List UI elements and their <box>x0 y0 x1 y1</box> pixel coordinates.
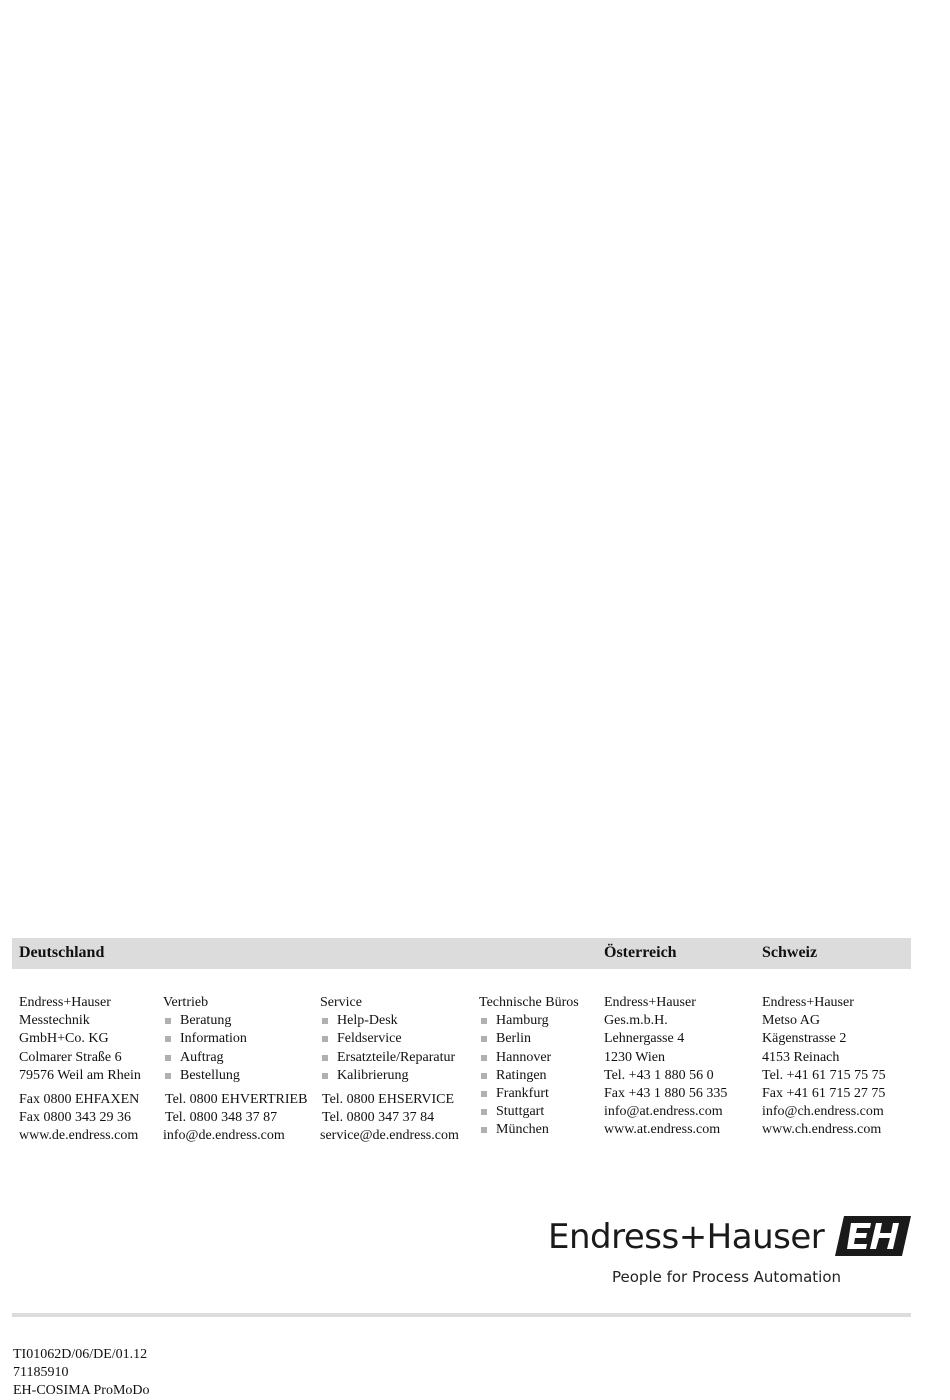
bullet-square-icon <box>481 1091 487 1097</box>
vertrieb-email-link[interactable]: info@de.endress.com <box>163 1128 285 1144</box>
office-city: Berlin <box>496 1031 531 1047</box>
bullet-square-icon <box>481 1073 487 1079</box>
list-item <box>479 1121 579 1139</box>
list-item <box>479 1049 579 1067</box>
list-item <box>479 1012 579 1030</box>
service-item: Ersatzteile/Reparatur <box>337 1049 456 1065</box>
company-logo <box>548 1212 913 1292</box>
switzerland-line: Metso AG <box>762 1013 820 1029</box>
vertrieb-item: Auftrag <box>180 1049 224 1065</box>
bullet-square-icon <box>165 1055 171 1061</box>
list-item <box>479 1103 579 1121</box>
list-item <box>320 1067 459 1085</box>
austria-email-link[interactable]: info@at.endress.com <box>604 1104 723 1120</box>
list-item <box>479 1085 579 1103</box>
de-fax-name: Fax 0800 EHFAXEN <box>19 1091 140 1107</box>
de-company-line: GmbH+Co. KG <box>19 1031 109 1047</box>
bullet-square-icon <box>481 1127 487 1133</box>
technische-bueros-title: Technische Büros <box>479 995 579 1010</box>
bullet-square-icon <box>165 1018 171 1024</box>
switzerland-fax: Fax +41 61 715 27 75 <box>762 1085 886 1101</box>
list-item <box>163 1049 307 1067</box>
vertrieb-title: Vertrieb <box>163 995 209 1010</box>
austria-line: 1230 Wien <box>604 1049 666 1065</box>
eh-logo-mark-icon <box>834 1214 912 1258</box>
de-company-column <box>19 994 141 1146</box>
doc-system: EH-COSIMA ProMoDo <box>13 1383 150 1398</box>
list-item <box>479 1030 579 1048</box>
service-email-link[interactable]: service@de.endress.com <box>320 1128 459 1144</box>
list-item <box>320 1030 459 1048</box>
austria-fax: Fax +43 1 880 56 335 <box>604 1085 728 1101</box>
de-company-line: Colmarer Straße 6 <box>19 1049 122 1065</box>
vertrieb-tel-number: Tel. 0800 348 37 87 <box>165 1110 278 1126</box>
service-item: Feldservice <box>337 1031 402 1047</box>
de-website-link[interactable]: www.de.endress.com <box>19 1128 139 1144</box>
bullet-square-icon <box>481 1055 487 1061</box>
bullet-square-icon <box>322 1055 328 1061</box>
de-fax-number: Fax 0800 343 29 36 <box>19 1110 131 1126</box>
list-item <box>479 1067 579 1085</box>
bullet-square-icon <box>322 1036 328 1042</box>
list-item <box>320 1049 459 1067</box>
office-city: München <box>496 1122 549 1138</box>
tagline: People for Process Automation <box>612 1268 842 1286</box>
switzerland-tel: Tel. +41 61 715 75 75 <box>762 1067 886 1083</box>
de-company-line: Endress+Hauser <box>19 995 111 1010</box>
bullet-square-icon <box>165 1073 171 1079</box>
office-city: Frankfurt <box>496 1085 549 1101</box>
service-tel-number: Tel. 0800 347 37 84 <box>322 1110 435 1126</box>
switzerland-line: 4153 Reinach <box>762 1049 840 1065</box>
office-city: Stuttgart <box>496 1104 545 1120</box>
doc-number: 71185910 <box>13 1365 69 1380</box>
technische-bueros-column <box>479 994 579 1140</box>
bullet-square-icon <box>322 1018 328 1024</box>
service-column <box>320 994 459 1146</box>
list-item <box>163 1067 307 1085</box>
service-item: Help-Desk <box>337 1013 398 1029</box>
de-company-line: 79576 Weil am Rhein <box>19 1067 141 1083</box>
service-tel-name: Tel. 0800 EHSERVICE <box>322 1091 455 1107</box>
header-deutschland: Deutschland <box>19 944 105 961</box>
de-company-line: Messtechnik <box>19 1013 90 1029</box>
vertrieb-item: Beratung <box>180 1013 232 1029</box>
list-item <box>163 1030 307 1048</box>
service-title: Service <box>320 995 362 1010</box>
brand-name: Endress+Hauser <box>548 1217 825 1257</box>
service-item: Kalibrierung <box>337 1067 409 1083</box>
bullet-square-icon <box>481 1109 487 1115</box>
bullet-square-icon <box>165 1036 171 1042</box>
list-item <box>163 1012 307 1030</box>
austria-column <box>604 994 727 1140</box>
switzerland-column <box>762 994 886 1140</box>
vertrieb-item: Information <box>180 1031 247 1047</box>
bullet-square-icon <box>481 1018 487 1024</box>
switzerland-email-link[interactable]: info@ch.endress.com <box>762 1104 884 1120</box>
doc-code: TI01062D/06/DE/01.12 <box>13 1347 148 1362</box>
austria-line: Ges.m.b.H. <box>604 1013 668 1029</box>
office-city: Hamburg <box>496 1013 549 1029</box>
header-oesterreich: Österreich <box>604 944 677 961</box>
office-city: Hannover <box>496 1049 552 1065</box>
footer-divider <box>12 1313 911 1317</box>
vertrieb-column <box>163 994 307 1146</box>
vertrieb-item: Bestellung <box>180 1067 240 1083</box>
office-city: Ratingen <box>496 1067 547 1083</box>
list-item <box>320 1012 459 1030</box>
header-schweiz: Schweiz <box>762 944 818 961</box>
austria-website-link[interactable]: www.at.endress.com <box>604 1122 721 1138</box>
switzerland-line: Endress+Hauser <box>762 995 854 1010</box>
austria-line: Endress+Hauser <box>604 995 696 1010</box>
austria-tel: Tel. +43 1 880 56 0 <box>604 1067 714 1083</box>
bullet-square-icon <box>322 1073 328 1079</box>
austria-line: Lehnergasse 4 <box>604 1031 685 1047</box>
document-info <box>13 1346 150 1400</box>
bullet-square-icon <box>481 1036 487 1042</box>
vertrieb-tel-name: Tel. 0800 EHVERTRIEB <box>165 1091 308 1107</box>
switzerland-website-link[interactable]: www.ch.endress.com <box>762 1122 882 1138</box>
switzerland-line: Kägenstrasse 2 <box>762 1031 847 1047</box>
